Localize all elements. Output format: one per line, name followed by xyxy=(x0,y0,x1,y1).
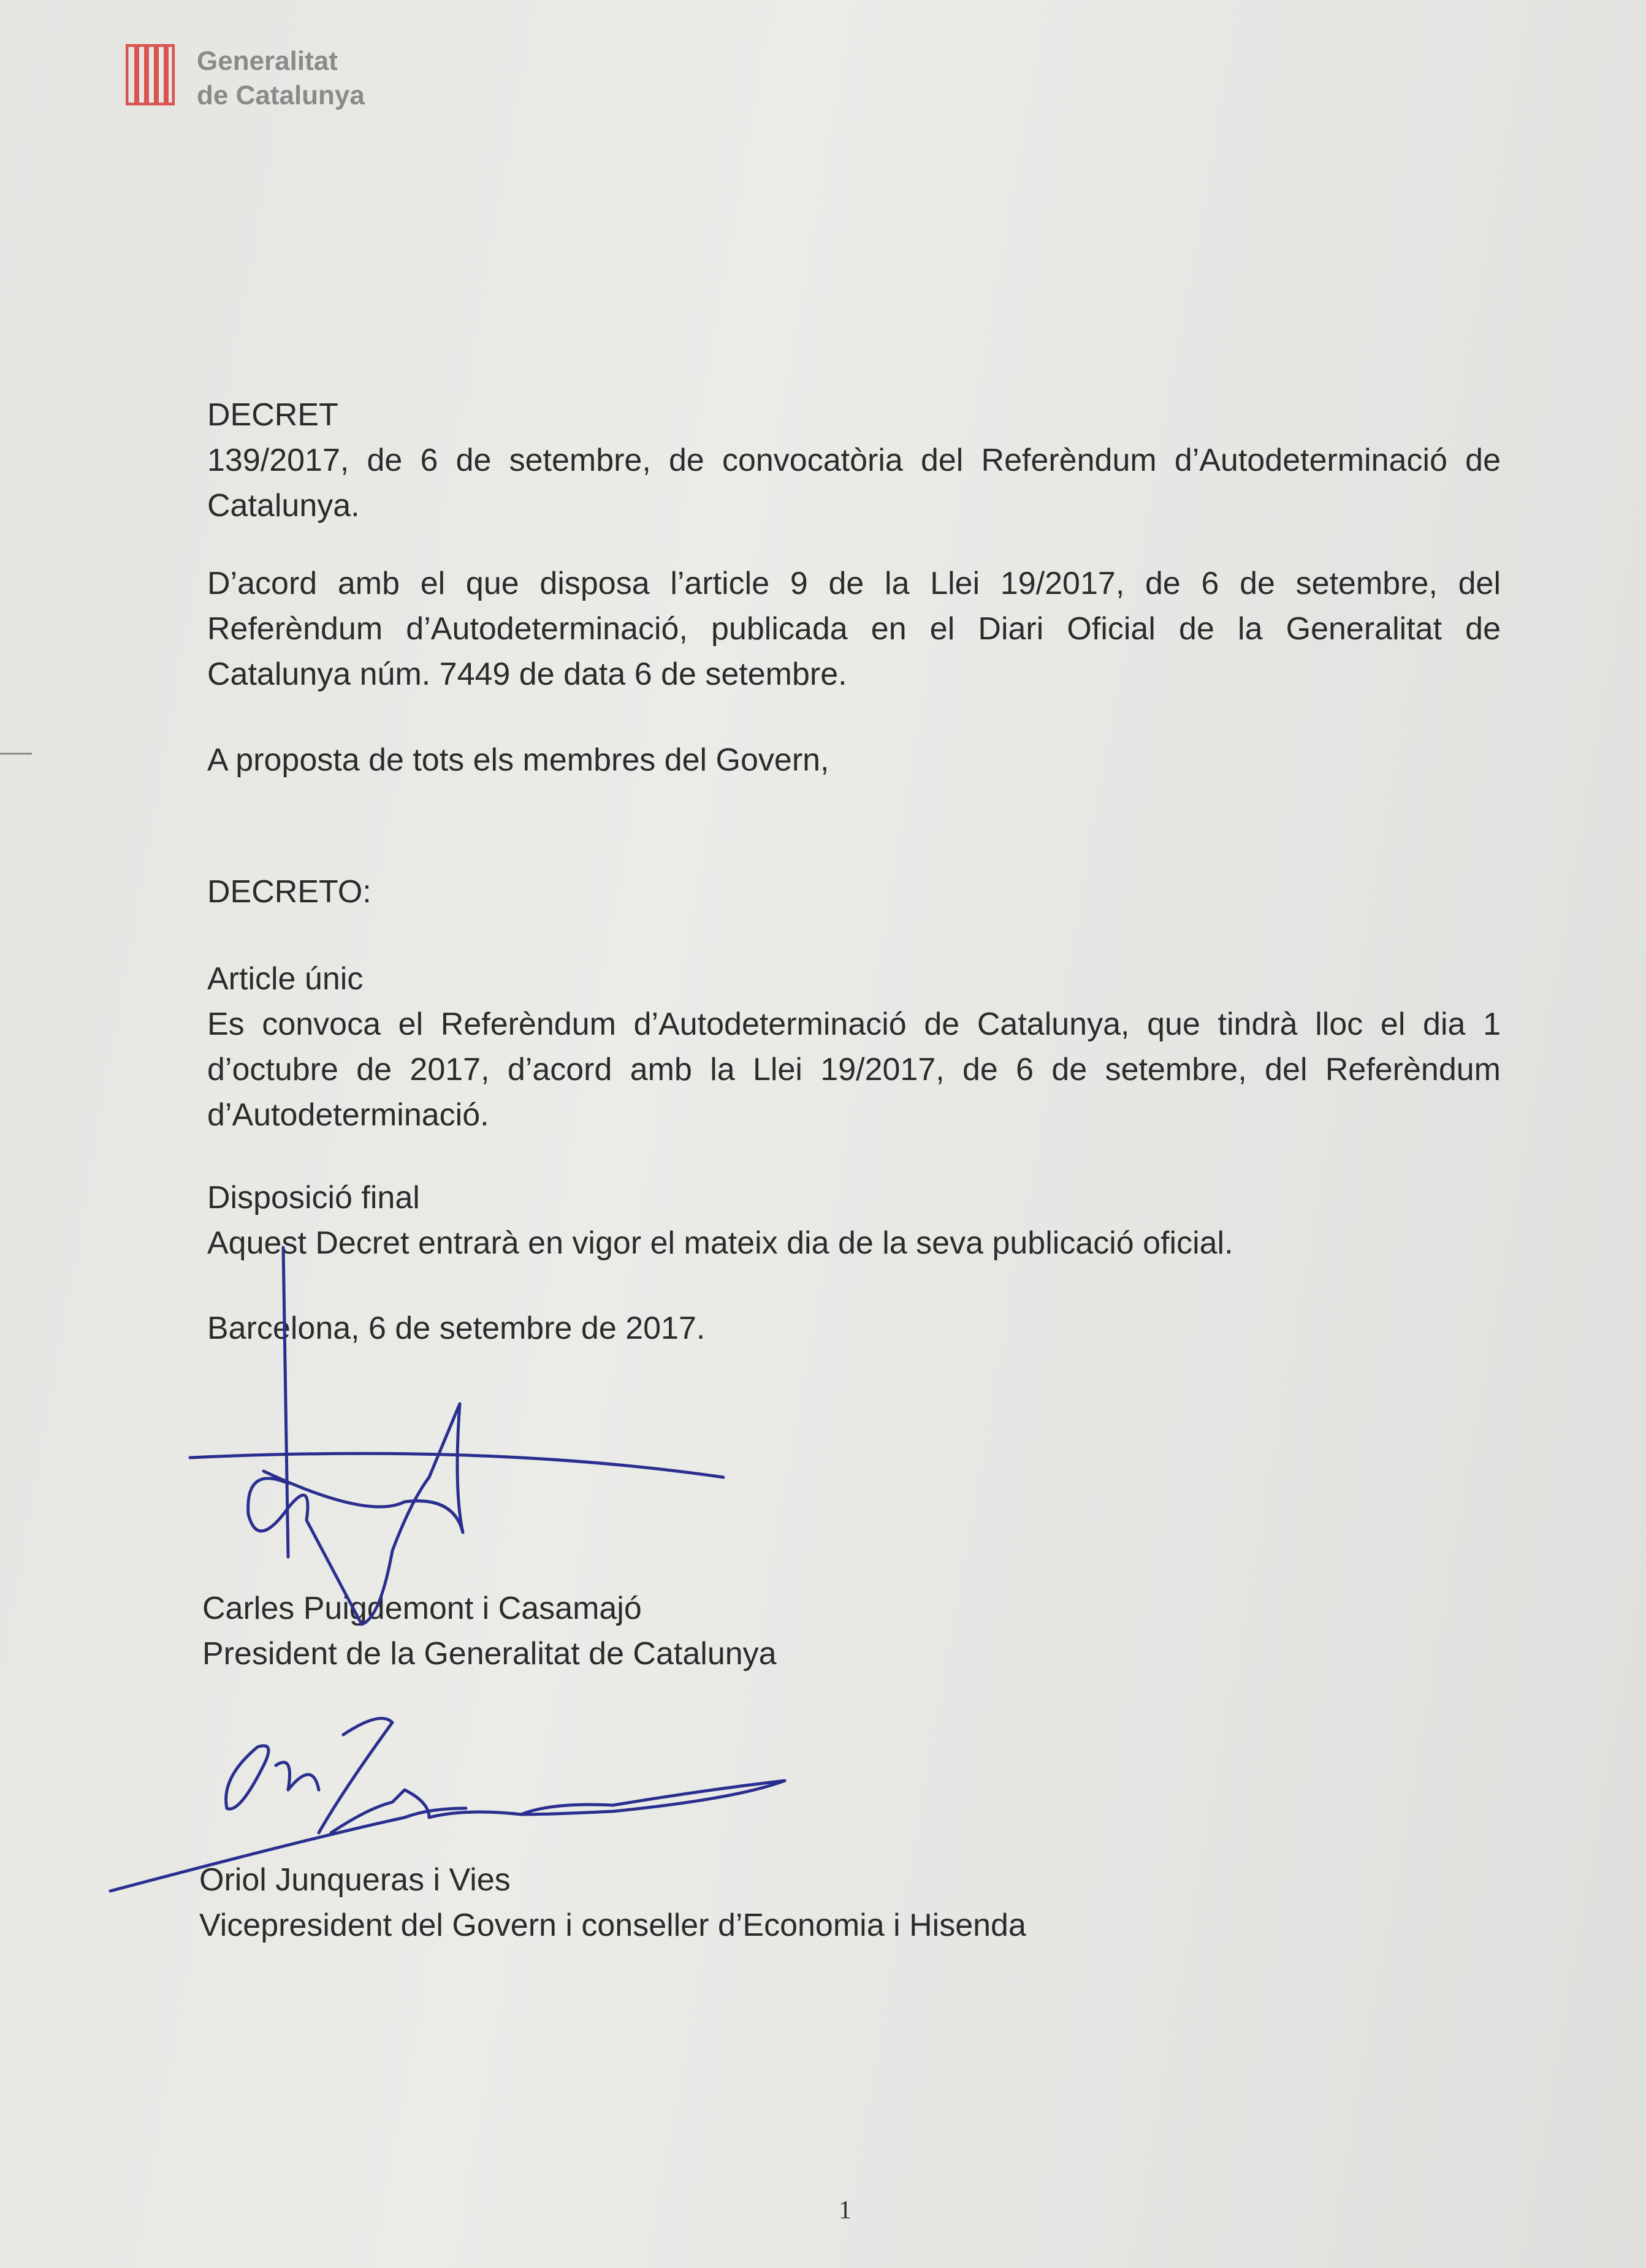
signatory-2-role: Vicepresident del Govern i conseller d’Economia i Hisenda xyxy=(199,1908,1026,1943)
signature-puigdemont xyxy=(190,1247,723,1624)
decree-heading: DECRET xyxy=(207,397,338,433)
signatory-1-name: Carles Puigdemont i Casamajó xyxy=(202,1591,642,1626)
page-number: 1 xyxy=(839,2196,852,2224)
decreto-heading: DECRETO: xyxy=(207,874,371,910)
article-heading: Article únic xyxy=(207,961,364,997)
legal-basis-paragraph: D’acord amb el que disposa l’article 9 de la Llei 19/2017, de 6 de setembre, del Referèndum d’Autodeterminació, publicada en el Diari Oficial de la Generalitat de Catalunya núm. 7449 de data 6 de setembre. xyxy=(207,566,1501,692)
logo-line-1: Generalitat xyxy=(197,46,338,76)
final-provision-text: Aquest Decret entrarà en vigor el mateix dia de la seva publicació oficial. xyxy=(207,1225,1233,1261)
decree-subtitle: 139/2017, de 6 de setembre, de convocatòria del Referèndum d’Autodeterminació de Catalunya. xyxy=(207,443,1501,523)
place-date: Barcelona, 6 de setembre de 2017. xyxy=(207,1311,706,1346)
signature-junqueras xyxy=(110,1718,785,1891)
final-provision-heading: Disposició final xyxy=(207,1180,420,1216)
proposal-line: A proposta de tots els membres del Govern, xyxy=(207,742,829,778)
signatory-1-role: President de la Generalitat de Catalunya xyxy=(202,1636,777,1672)
logo-line-2: de Catalunya xyxy=(197,80,365,110)
signatory-2-name: Oriol Junqueras i Vies xyxy=(199,1862,511,1898)
article-text: Es convoca el Referèndum d’Autodeterminació de Catalunya, que tindrà lloc el dia 1 d’octubre de 2017, d’acord amb la Llei 19/2017, de 6 de setembre, del Referèndum d’Autodeterminació. xyxy=(207,1007,1501,1133)
